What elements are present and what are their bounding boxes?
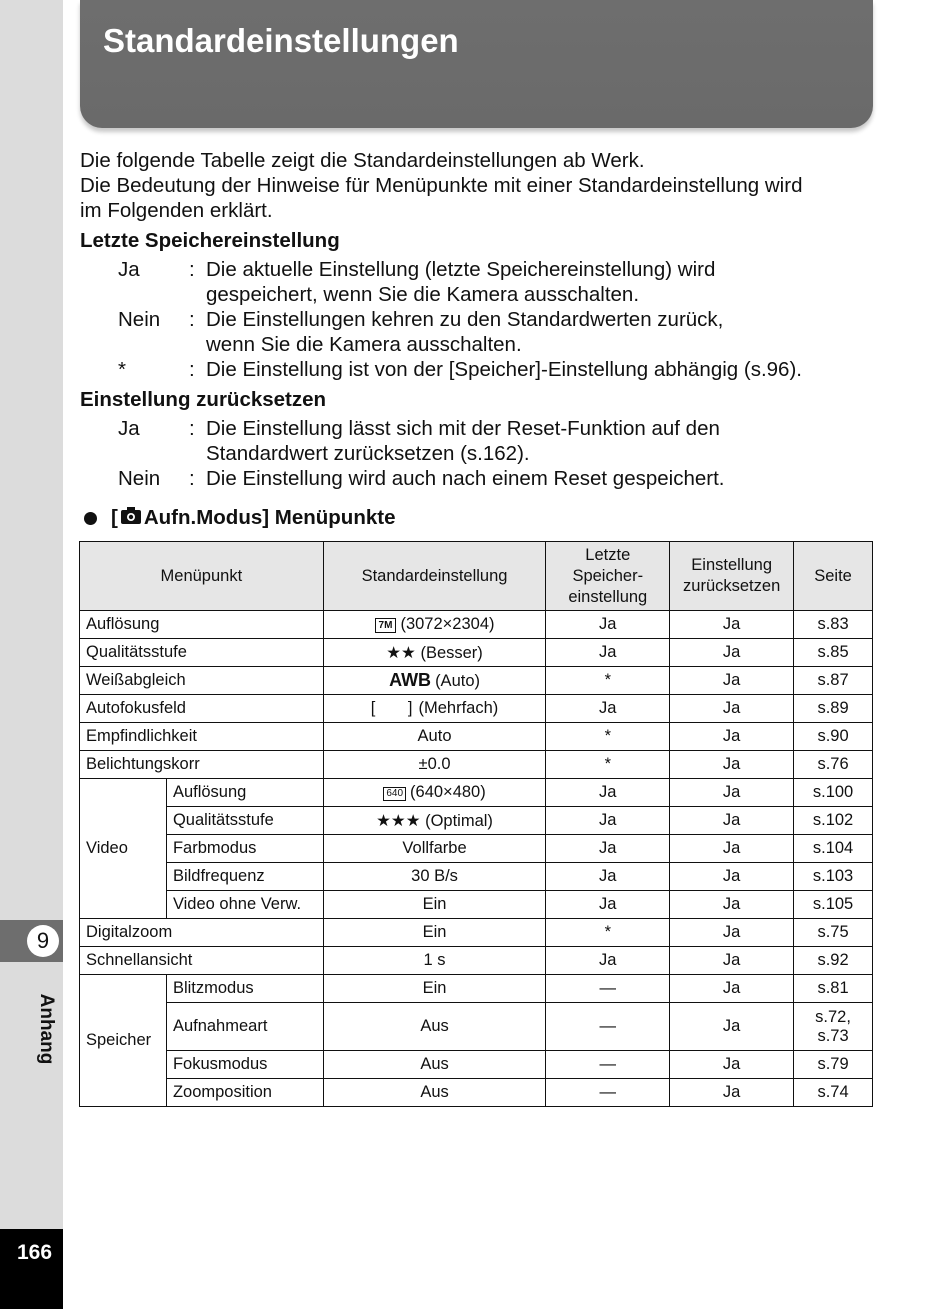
legend-description (206, 416, 886, 466)
cell-default: Ein (323, 919, 546, 947)
cell-page: s.85 (794, 639, 873, 667)
page-title: Standardeinstellungen (103, 22, 459, 59)
cell-page-line: s.72, (815, 1007, 851, 1026)
cell-default: Vollfarbe (323, 835, 546, 863)
legend-description (206, 357, 886, 382)
cell-default: 30 B/s (323, 863, 546, 891)
cell-memory: — (546, 1003, 670, 1051)
table-row (80, 835, 873, 863)
cell-item: Blitzmodus (166, 975, 323, 1003)
cell-reset: Ja (670, 1003, 794, 1051)
cell-item: Digitalzoom (80, 919, 324, 947)
cell-memory: * (546, 919, 670, 947)
cell-item: Zoomposition (166, 1079, 323, 1107)
page-number: 166 (17, 1241, 53, 1264)
legend-line: Die Einstellung ist von der [Speicher]-Einstellung abhängig (s.96). (206, 358, 802, 381)
multi-focus-icon: [ ] (370, 699, 427, 717)
cell-page: s.105 (794, 891, 873, 919)
legend-description (206, 257, 886, 307)
intro-line: Die Bedeutung der Hinweise für Menüpunkte mit einer Standardeinstellung wird (80, 174, 803, 197)
cell-item: Empfindlichkeit (80, 723, 324, 751)
table-row (80, 891, 873, 919)
cell-page: s.102 (794, 807, 873, 835)
cell-memory: Ja (546, 779, 670, 807)
stars-icon: ★★ (386, 643, 416, 662)
header-line: Letzte (585, 545, 631, 564)
cell-default (323, 611, 546, 639)
cell-default: Auto (323, 723, 546, 751)
reset-section-title: Einstellung zurücksetzen (80, 388, 327, 411)
cell-reset: Ja (670, 1051, 794, 1079)
cell-reset: Ja (670, 667, 794, 695)
left-margin-bar (0, 0, 63, 1309)
table-row (80, 947, 873, 975)
table-row (80, 695, 873, 723)
legend-row (118, 416, 878, 466)
table-row (80, 723, 873, 751)
cell-reset: Ja (670, 807, 794, 835)
cell-page: s.79 (794, 1051, 873, 1079)
table-row (80, 863, 873, 891)
cell-page: s.87 (794, 667, 873, 695)
chapter-number: 9 (27, 925, 59, 957)
cell-default-text: (3072×2304) (400, 615, 495, 633)
stars-icon: ★★★ (376, 811, 421, 830)
resolution-640-icon: 640 (383, 787, 406, 801)
legend-key: Nein (118, 308, 161, 331)
legend-key: Ja (118, 258, 140, 281)
intro-line: Die folgende Tabelle zeigt die Standardeinstellungen ab Werk. (80, 149, 645, 172)
legend-row (118, 307, 878, 357)
legend-row (118, 257, 878, 307)
legend-line: Die Einstellung wird auch nach einem Reset gespeichert. (206, 467, 725, 490)
cell-memory: — (546, 1079, 670, 1107)
chapter-label: Anhang (36, 993, 57, 1065)
cell-reset: Ja (670, 863, 794, 891)
cell-memory: Ja (546, 835, 670, 863)
cell-page: s.103 (794, 863, 873, 891)
legend-line: Standardwert zurücksetzen (s.162). (206, 442, 530, 465)
cell-item: Aufnahmeart (166, 1003, 323, 1051)
legend-description (206, 307, 886, 357)
cell-default-text: (Optimal) (425, 811, 493, 830)
cell-page: s.89 (794, 695, 873, 723)
cell-default (323, 807, 546, 835)
legend-colon: : (189, 467, 195, 490)
intro-line: im Folgenden erklärt. (80, 199, 273, 222)
cell-page: s.76 (794, 751, 873, 779)
intro-paragraph (80, 148, 880, 223)
cell-page: s.92 (794, 947, 873, 975)
legend-row (118, 466, 878, 491)
bullet-icon (84, 512, 97, 525)
legend-key: * (118, 358, 126, 381)
cell-reset: Ja (670, 723, 794, 751)
header-line: Speicher- (572, 566, 644, 585)
header-default: Standardeinstellung (323, 542, 546, 611)
cell-reset: Ja (670, 919, 794, 947)
table-row (80, 667, 873, 695)
legend-colon: : (189, 417, 195, 440)
cell-page (794, 1003, 873, 1051)
cell-default: Ein (323, 975, 546, 1003)
cell-memory: * (546, 667, 670, 695)
table-row (80, 1003, 873, 1051)
cell-page: s.81 (794, 975, 873, 1003)
table-row (80, 751, 873, 779)
menu-section-heading (84, 506, 395, 530)
cell-default: ±0.0 (323, 751, 546, 779)
cell-memory: Ja (546, 611, 670, 639)
cell-page: s.74 (794, 1079, 873, 1107)
cell-reset: Ja (670, 779, 794, 807)
cell-reset: Ja (670, 891, 794, 919)
legend-colon: : (189, 308, 195, 331)
legend-line: Die Einstellungen kehren zu den Standardwerten zurück, (206, 308, 724, 331)
header-line: zurücksetzen (683, 577, 781, 595)
cell-memory: Ja (546, 695, 670, 723)
cell-item: Auflösung (166, 779, 323, 807)
table-row (80, 1051, 873, 1079)
table-row (80, 1079, 873, 1107)
cell-reset: Ja (670, 947, 794, 975)
cell-item: Auflösung (80, 611, 324, 639)
cell-page: s.75 (794, 919, 873, 947)
cell-item: Farbmodus (166, 835, 323, 863)
cell-memory: Ja (546, 863, 670, 891)
cell-reset: Ja (670, 639, 794, 667)
legend-line: Die aktuelle Einstellung (letzte Speichereinstellung) wird (206, 258, 716, 281)
legend-line: wenn Sie die Kamera ausschalten. (206, 333, 522, 356)
table-row (80, 611, 873, 639)
legend-line: gespeichert, wenn Sie die Kamera ausschalten. (206, 283, 640, 306)
cell-default: 1 s (323, 947, 546, 975)
header-line: Einstellung (691, 556, 773, 574)
resolution-7m-icon: 7M (375, 618, 397, 633)
header-reset (670, 542, 794, 611)
cell-reset: Ja (670, 1079, 794, 1107)
cell-item: Weißabgleich (80, 667, 324, 695)
cell-default (323, 667, 546, 695)
cell-item: Autofokusfeld (80, 695, 324, 723)
table-row (80, 975, 873, 1003)
cell-memory: Ja (546, 807, 670, 835)
table-row (80, 779, 873, 807)
cell-item: Belichtungskorr (80, 751, 324, 779)
cell-reset: Ja (670, 835, 794, 863)
cell-reset: Ja (670, 975, 794, 1003)
cell-memory: Ja (546, 947, 670, 975)
cell-default (323, 639, 546, 667)
cell-default: Aus (323, 1079, 546, 1107)
header-line: einstellung (568, 587, 648, 606)
cell-group-video: Video (80, 779, 167, 919)
cell-default-text: (Auto) (435, 672, 480, 690)
cell-page: s.104 (794, 835, 873, 863)
cell-default-text: (Besser) (420, 643, 483, 662)
cell-default-text: (Mehrfach) (418, 699, 499, 717)
cell-default (323, 779, 546, 807)
legend-key: Ja (118, 417, 140, 440)
cell-reset: Ja (670, 751, 794, 779)
legend-colon: : (189, 258, 195, 281)
memory-section-title: Letzte Speichereinstellung (80, 229, 340, 252)
awb-icon: AWB (389, 670, 432, 690)
cell-item: Qualitätsstufe (166, 807, 323, 835)
title-banner (80, 0, 873, 128)
cell-memory: Ja (546, 639, 670, 667)
cell-reset: Ja (670, 695, 794, 723)
cell-item: Bildfrequenz (166, 863, 323, 891)
cell-memory: * (546, 723, 670, 751)
cell-default: Aus (323, 1051, 546, 1079)
cell-item: Video ohne Verw. (166, 891, 323, 919)
cell-page: s.90 (794, 723, 873, 751)
cell-item: Fokusmodus (166, 1051, 323, 1079)
menu-heading-text: Aufn.Modus] Menüpunkte (143, 506, 396, 529)
header-last-memory (546, 542, 670, 611)
cell-memory: Ja (546, 891, 670, 919)
table-row (80, 639, 873, 667)
legend-colon: : (189, 358, 195, 381)
default-settings-table (79, 541, 873, 1107)
table-row (80, 807, 873, 835)
camera-icon (121, 506, 141, 530)
menu-heading-bracket: [ (111, 506, 118, 529)
legend-line: Die Einstellung lässt sich mit der Reset-Funktion auf den (206, 417, 720, 440)
cell-page-line: s.73 (817, 1026, 849, 1045)
cell-memory: — (546, 1051, 670, 1079)
cell-memory: — (546, 975, 670, 1003)
header-page: Seite (794, 542, 873, 611)
cell-default: Ein (323, 891, 546, 919)
header-menu-item: Menüpunkt (80, 542, 324, 611)
cell-memory: * (546, 751, 670, 779)
legend-row (118, 357, 878, 382)
table-header-row (80, 542, 873, 611)
table-row (80, 919, 873, 947)
cell-item: Qualitätsstufe (80, 639, 324, 667)
legend-key: Nein (118, 467, 161, 490)
cell-reset: Ja (670, 611, 794, 639)
cell-default-text: (640×480) (410, 783, 486, 801)
legend-description (206, 466, 886, 491)
cell-default (323, 695, 546, 723)
cell-default: Aus (323, 1003, 546, 1051)
cell-page: s.100 (794, 779, 873, 807)
cell-page: s.83 (794, 611, 873, 639)
cell-item: Schnellansicht (80, 947, 324, 975)
cell-group-speicher: Speicher (80, 975, 167, 1107)
